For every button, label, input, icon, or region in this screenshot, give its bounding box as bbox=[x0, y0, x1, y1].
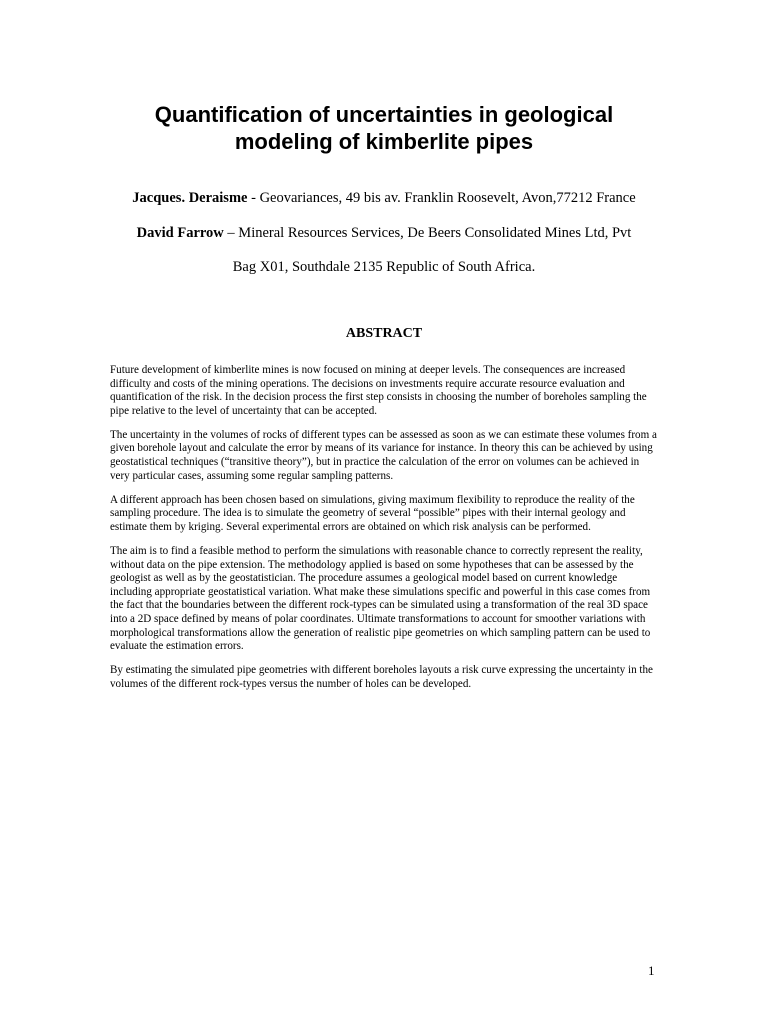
author-name: Jacques. Deraisme bbox=[132, 190, 248, 206]
abstract-paragraph: Future development of kimberlite mines is now focused on mining at deeper levels. The consequences are increased difficulty and costs of the mining operations. The decisions on investments require accurate resource evaluation and quantification of the risk. In the decision process the first step consists in choosing the number of boreholes sampling the pipe relative to the level of uncertainty that can be accepted. bbox=[110, 364, 647, 417]
abstract-paragraph: By estimating the simulated pipe geometries with different boreholes layouts a risk curve expressing the uncertainty in the volumes of the different rock-types versus the number of holes can be developed. bbox=[110, 664, 653, 690]
abstract-paragraph: The uncertainty in the volumes of rocks of different types can be assessed as soon as we can estimate these volumes from a given borehole layout and calculate the error by means of its variance for instance. In theory this can be achieved by using geostatistical techniques (“transitive theory”), but in practice the calculation of the error on volumes can be achieved in very particular cases, assuming some regular sampling patterns. bbox=[110, 428, 657, 482]
author-separator: – bbox=[223, 225, 239, 241]
abstract-paragraph: The aim is to find a feasible method to perform the simulations with reasonable chance to correctly represent the reality, without data on the pipe extension. The methodology applied is based on some hypotheses that can be assessed by the geologist as well as by the geostatistician. The procedure assumes a geological model based on current knowledge including appropriate geostatistical variation. What make these simulations specific and powerful in this case comes from the fact that the boundaries between the different rock-types can be simulated using a transformation of the real 3D space into a 2D space defined by means of polar coordinates. Ultimate transformations to account for smoother variations with morphological transformations allow the generation of realistic pipe geometries on which sampling pattern can be used to evaluate the estimation errors. bbox=[110, 545, 651, 653]
paper-title bbox=[100, 101, 668, 155]
author-separator: - bbox=[247, 190, 260, 206]
title-line: modeling of kimberlite pipes bbox=[234, 129, 534, 154]
abstract-body bbox=[110, 364, 659, 702]
author-name: David Farrow bbox=[136, 225, 224, 241]
author-affiliation: Geovariances, 49 bis av. Franklin Roosevelt, Avon,77212 France bbox=[259, 190, 636, 206]
author-affiliation-continued: Bag X01, Southdale 2135 Republic of South Africa. bbox=[232, 259, 536, 275]
author-line-1 bbox=[80, 189, 688, 207]
author-line-2-continued bbox=[80, 258, 688, 276]
page-number: 1 bbox=[648, 963, 655, 978]
title-line: Quantification of uncertainties in geological bbox=[154, 102, 614, 127]
abstract-heading: ABSTRACT bbox=[345, 326, 423, 341]
abstract-paragraph: A different approach has been chosen based on simulations, giving maximum flexibility to reproduce the reality of the sampling procedure. The idea is to simulate the geometry of several “possible” pipes with their internal geology and estimate them by kriging. Several experimental errors are obtained on which risk analysis can be performed. bbox=[110, 493, 635, 533]
author-line-2 bbox=[80, 224, 688, 242]
author-affiliation: Mineral Resources Services, De Beers Consolidated Mines Ltd, Pvt bbox=[238, 225, 632, 241]
